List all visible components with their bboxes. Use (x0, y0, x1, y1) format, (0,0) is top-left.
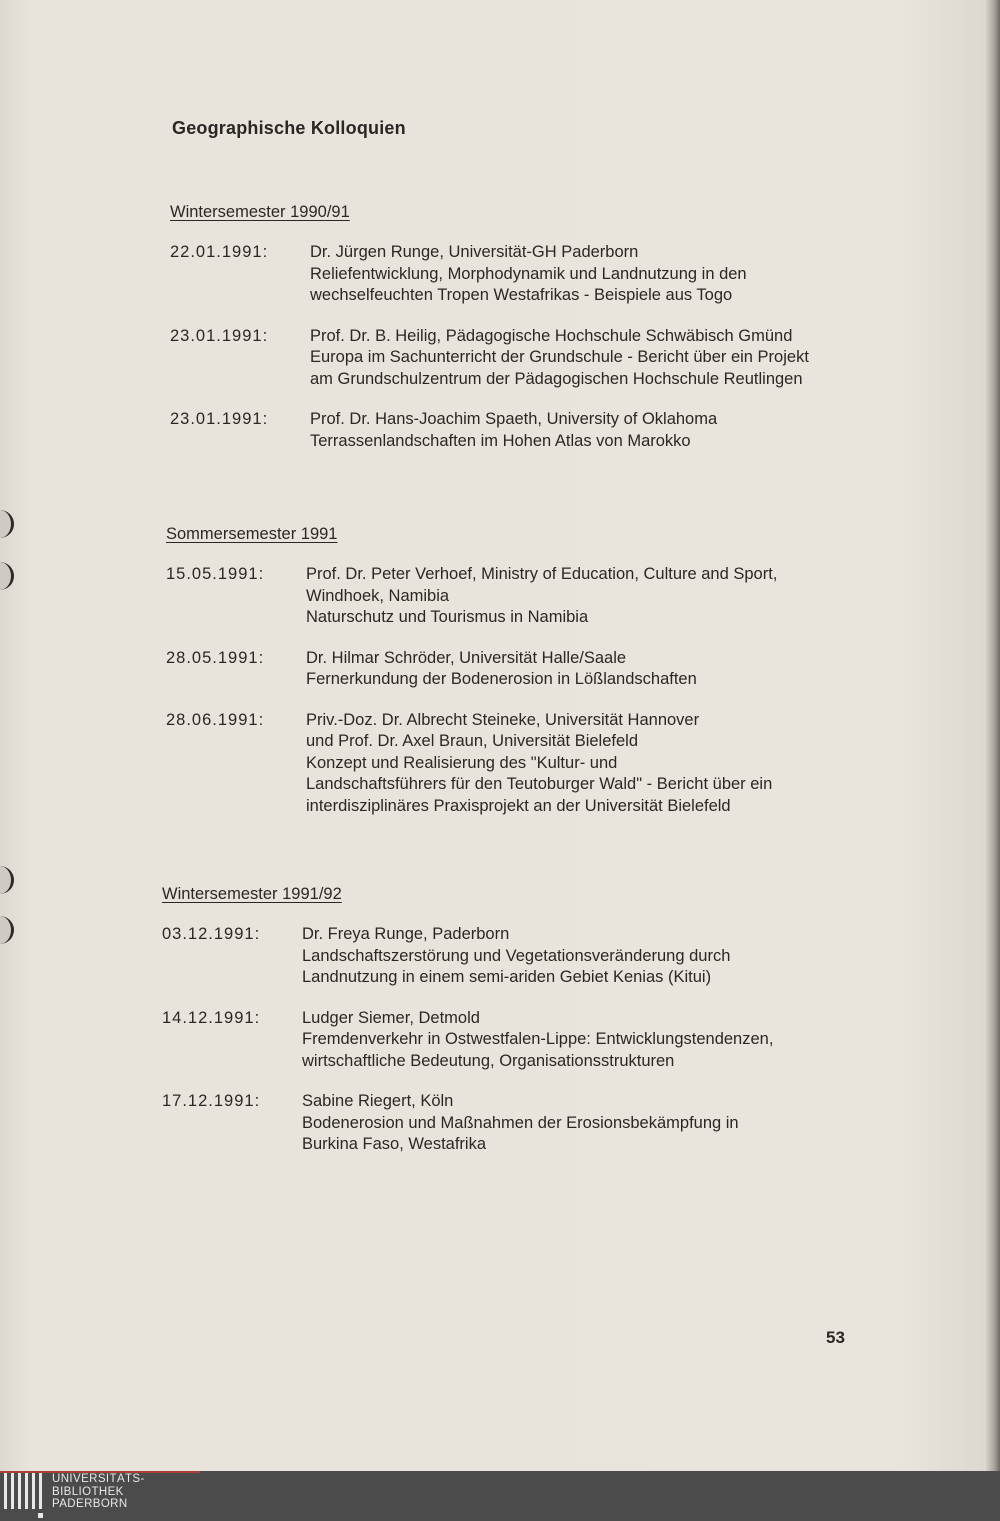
entry-line: Landschaftszerstörung und Vegetationsveränderung durch (302, 946, 731, 965)
semester-heading: Wintersemester 1990/91 (170, 203, 350, 221)
entry-line: Terrassenlandschaften im Hohen Atlas von Marokko (310, 431, 691, 450)
entry-line: Fernerkundung der Bodenerosion in Lößlandschaften (306, 670, 697, 688)
entry-date: 15.05.1991: (166, 565, 265, 583)
colloquium-entry (162, 1091, 882, 1156)
entry-line: Landschaftsführers für den Teutoburger Wald" - Bericht über ein (306, 775, 773, 793)
entry-date: 28.06.1991: (166, 710, 265, 729)
entry-line: Fremdenverkehr in Ostwestfalen-Lippe: Entwicklungstendenzen, (302, 1030, 774, 1048)
entry-date: 17.12.1991: (162, 1092, 261, 1110)
entry-line: Bodenerosion und Maßnahmen der Erosionsbekämpfung in (302, 1113, 739, 1132)
colloquium-entry (162, 924, 882, 989)
entry-date: 23.01.1991: (170, 326, 269, 345)
entry-body (302, 1008, 882, 1073)
entry-line: Dr. Hilmar Schröder, Universität Halle/Saale (306, 648, 627, 667)
semester-section (166, 525, 886, 836)
entry-line: Prof. Dr. B. Heilig, Pädagogische Hochschule Schwäbisch Gmünd (310, 326, 793, 345)
entry-line: am Grundschulzentrum der Pädagogischen Hochschule Reutlingen (310, 369, 803, 388)
library-name (52, 1473, 145, 1511)
punch-hole (0, 916, 14, 944)
library-footer (0, 1471, 1000, 1521)
page-title: Geographische Kolloquien (172, 118, 406, 138)
entry-line: Reliefentwicklung, Morphodynamik und Landnutzung in den (310, 264, 747, 283)
entry-line: Windhoek, Namibia (306, 586, 450, 605)
entry-date: 28.05.1991: (166, 648, 265, 667)
entry-body (302, 924, 882, 989)
library-name-line: PADERBORN (52, 1498, 128, 1510)
entry-line: Ludger Siemer, Detmold (302, 1008, 480, 1027)
entry-body (306, 710, 886, 818)
entry-line: interdisziplinäres Praxisprojekt an der Universität Bielefeld (306, 796, 731, 815)
semester-heading: Sommersemester 1991 (166, 525, 338, 543)
punch-hole (0, 562, 14, 590)
entry-line: wirtschaftliche Bedeutung, Organisationsstrukturen (302, 1051, 675, 1070)
entry-line: Europa im Sachunterricht der Grundschule - Bericht über ein Projekt (310, 348, 809, 366)
colloquium-entry (162, 1008, 882, 1073)
colloquium-entry (166, 564, 886, 629)
colloquium-entry (170, 409, 890, 452)
semester-section (162, 885, 882, 1175)
entry-line: Priv.-Doz. Dr. Albrecht Steineke, Universität Hannover (306, 710, 700, 729)
colloquium-entry (166, 710, 886, 818)
entry-line: Prof. Dr. Hans-Joachim Spaeth, University of Oklahoma (310, 410, 718, 428)
entry-body (310, 242, 890, 307)
entry-date: 23.01.1991: (170, 410, 269, 428)
entry-body (310, 326, 890, 391)
entry-body (310, 409, 890, 452)
entry-line: Dr. Freya Runge, Paderborn (302, 925, 510, 943)
entry-date: 22.01.1991: (170, 243, 269, 261)
punch-hole (0, 510, 14, 538)
entry-date: 03.12.1991: (162, 925, 261, 943)
colloquium-entry (170, 242, 890, 307)
entry-line: Konzept und Realisierung des "Kultur- und (306, 753, 618, 772)
entry-line: wechselfeuchten Tropen Westafrikas - Beispiele aus Togo (310, 286, 733, 304)
entry-body (306, 564, 886, 629)
library-name-line: UNIVERSITÄTS- (52, 1473, 145, 1485)
page-number: 53 (826, 1328, 845, 1347)
colloquium-entry (166, 648, 886, 691)
entry-line: Prof. Dr. Peter Verhoef, Ministry of Education, Culture and Sport, (306, 565, 778, 583)
entry-line: Landnutzung in einem semi-ariden Gebiet Kenias (Kitui) (302, 968, 712, 986)
entry-line: Naturschutz und Tourismus in Namibia (306, 608, 589, 626)
entry-date: 14.12.1991: (162, 1008, 261, 1027)
page-edge-shadow (986, 0, 1000, 1471)
entry-line: und Prof. Dr. Axel Braun, Universität Bielefeld (306, 732, 638, 750)
entry-body (306, 648, 886, 691)
library-name-line: BIBLIOTHEK (52, 1485, 124, 1498)
punch-hole (0, 866, 14, 894)
entry-line: Dr. Jürgen Runge, Universität-GH Paderborn (310, 243, 639, 261)
colloquium-entry (170, 326, 890, 391)
footer-accent-strip (0, 1471, 200, 1473)
entry-line: Burkina Faso, Westafrika (302, 1135, 487, 1153)
semester-section (170, 203, 890, 471)
entry-body (302, 1091, 882, 1156)
semester-heading: Wintersemester 1991/92 (162, 885, 342, 903)
entry-line: Sabine Riegert, Köln (302, 1092, 454, 1110)
